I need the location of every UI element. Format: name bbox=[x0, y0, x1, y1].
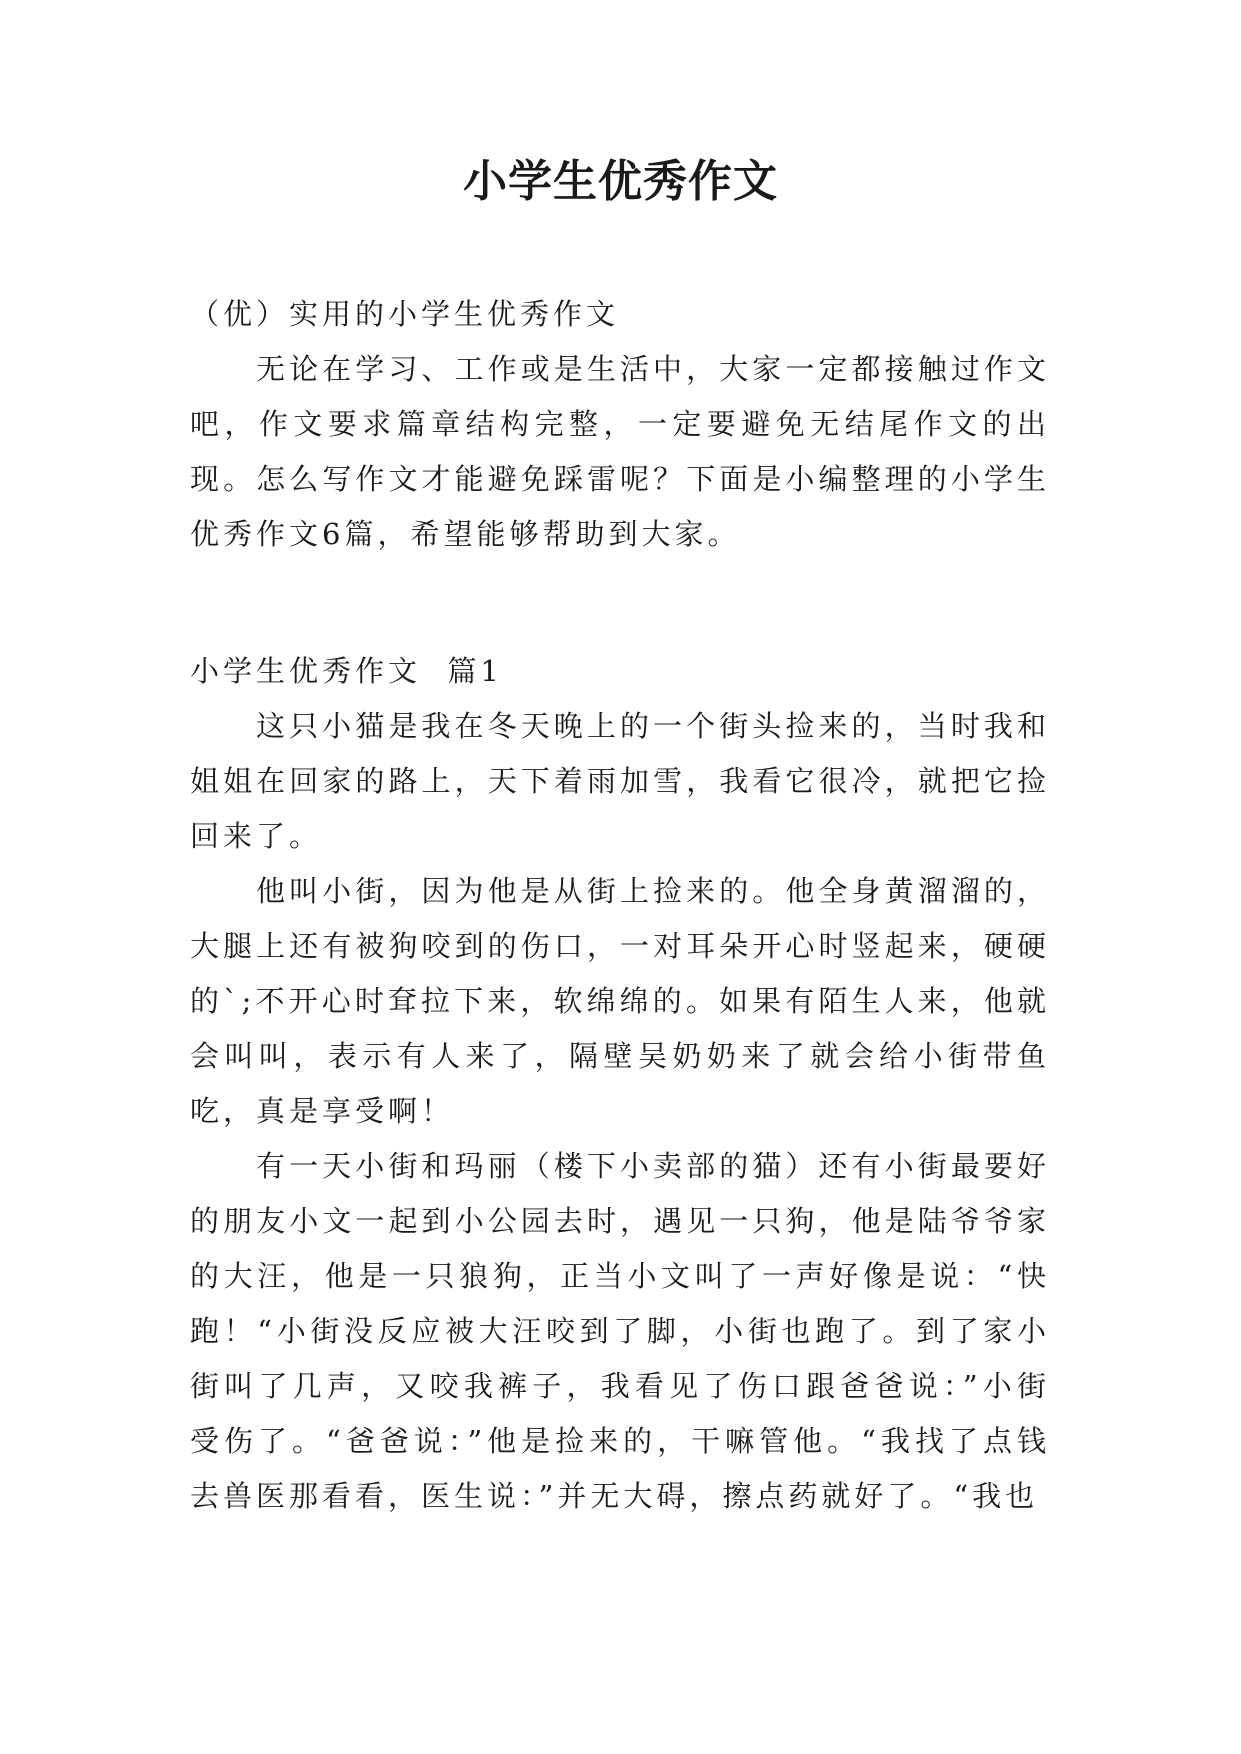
document-title: 小学生优秀作文 bbox=[463, 156, 778, 207]
section-heading: 小学生优秀作文 篇1 bbox=[190, 654, 503, 688]
document-subtitle: （优）实用的小学生优秀作文 bbox=[190, 297, 620, 331]
section-paragraph: 这只小猫是我在冬天晚上的一个街头捡来的，当时我和姐姐在回家的路上，天下着雨加雪，我看它很冷，就把它捡回来了。 bbox=[190, 709, 1050, 853]
intro-paragraph: 无论在学习、工作或是生活中，大家一定都接触过作文吧，作文要求篇章结构完整，一定要避免无结尾作文的出现。怎么写作文才能避免踩雷呢？下面是小编整理的小学生优秀作文6篇，希望能够帮助到大家。 bbox=[190, 352, 1050, 551]
section-paragraph: 有一天小街和玛丽（楼下小卖部的猫）还有小街最要好的朋友小文一起到小公园去时，遇见一只狗，他是陆爷爷家的大汪，他是一只狼狗，正当小文叫了一声好像是说：“快跑！“小街没反应被大汪咬到了脚，小街也跑了。到了家小街叫了几声，又咬我裤子，我看见了伤口跟爸爸说：”小街受伤了。“爸爸说：”他是捡来的，干嘛管他。“我找了点钱去兽医那看看，医生说：”并无大碍，擦点药就好了。“我也 bbox=[190, 1149, 1050, 1513]
section-paragraph: 他叫小街，因为他是从街上捡来的。他全身黄溜溜的，大腿上还有被狗咬到的伤口，一对耳朵开心时竖起来，硬硬的`;不开心时耷拉下来，软绵绵的。如果有陌生人来，他就会叫叫，表示有人来了，隔壁吴奶奶来了就会给小街带鱼吃，真是享受啊！ bbox=[190, 874, 1050, 1128]
intro-block bbox=[190, 287, 1050, 562]
section-1 bbox=[190, 644, 1050, 1524]
